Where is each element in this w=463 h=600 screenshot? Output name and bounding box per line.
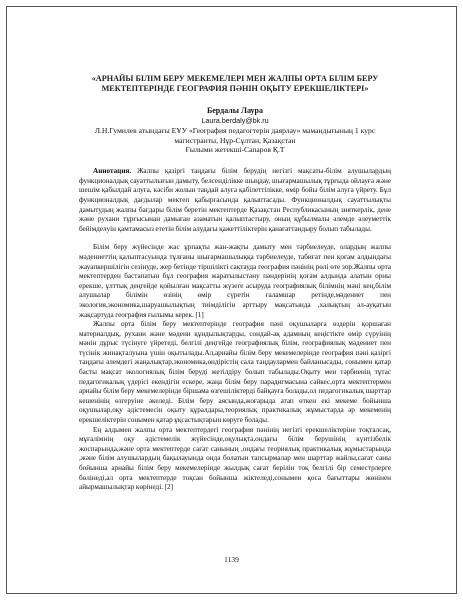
section-gap [79, 234, 391, 243]
author-name: Бердалы Лаура [206, 106, 264, 115]
title-line-1: «АРНАЙЫ БІЛІМ БЕРУ МЕКЕМЕЛЕРІ МЕН ЖАЛПЫ ОРТА БІЛІМ БЕРУ [91, 74, 379, 83]
author-block [79, 116, 391, 155]
page-number: 1139 [224, 555, 239, 564]
title-line-2: МЕКТЕПТЕРІНДЕ ГЕОГРАФИЯ ПӘНІН ОҚЫТУ ЕРЕКШЕЛІКТЕРІ» [101, 84, 369, 93]
supervisor: Ғылыми жетекші-Сапаров Қ.Т [185, 145, 285, 155]
author-affiliation-line-2: магистранты, Нұр-Сұлтан, Қазақстан [174, 135, 296, 145]
body-paragraph-3: Ең алдымен жалпы орта мектептердегі география пәнінің негізгі ерекшеліктеріне тоқталсақ, мұғалімнің оқу әдістемелік жүйесінде,оқулықта,ондағы білім берушінің күнтізбелік жоспарында,және орта мектептерде сағат санының ,ондағы теориялық практикалық жұмыстарында ,және білім алушылардың бақылауында онда болатын тапсырмалар мен шарттар жайлы,сағат саны бойынша арнайы білім беру мекемелерінде жылдық сағат берілін тоқ белгілі бір семестрлерге бөлінеді,ал орта мектептерде тоқсан бойынша жіктеледі,сонымен қоса бағыттары жөнінен айырмашылықтар көрінеді. [2] [79, 425, 391, 492]
article-title [79, 74, 391, 94]
abstract [79, 167, 391, 234]
author-email[interactable]: Laura.berdaly@bk.ru [201, 116, 269, 125]
article-content [79, 74, 391, 493]
body-paragraph-2: Жалпы орта білім беру мектептерінде география пәні оқушыларға өздерін қоршаған материалдық, рухани және мәдени құндылықтарды, сондай-ақ адамның кеңістікте өмір сүруінің мәнін дұрыс түсінуге үйретеді, белгілі деңгейде географиялық білім, географиялық мәдениет пен түсінік жинақталуына үшін оқытылады.Ал,арнайы білім беру мекемелерінде география пәні қазіргі таңдағы әлемдегі жаңалықтар,экономика,өндірістің сала таңдаулармен байланысады, сонымен қатар басты мақсат экологиялық білім беруді жетілдіру болып табылады.Оқыту мен тәрбиенің тұтас педагогикалық үдерісі екендігін ескере, жаңа білім беру парадигмасына сәйкес,орта мектептермен арнайы білім беру мекемелерінде біршама өзгешіліктерді байқауға болады,ол педагогикалық шарттар кешенінің өзгеруіне әкеледі. Білім беру аясында,жоғарыда атап өткен екі мекеме бойынша оқушылар,оқу әдістемесін оқыту құралдары,теориялық практикалық жұмыстарда әр мекеменің ерекшеліктерін сонымен қатар ұқсастықтарын көруге болады. [79, 320, 391, 425]
body-paragraph-1: Білім беру жүйесінде жас ұрпақты жан-жақты дамыту мен тәрбиелеуде, олардың жалпы мәдениеттің қалыптасуында тұлғаны шығармашылыққа тәрбиелеуде, табиғат пен қоғам алдындағы жауапкершілігін сезінуде, жер бетінде тіршілікті сақтауда география пәнінің рөлі өте зор.Жалпы орта мектептерден бастапатын бұл география жаратылыстану пәндерінің қоғам алдында алатын орны ерекше, ұлттық деңгейде қойылған мақсатты жүзеге асыруда географиялық білімнің мәні кең,білім алушылар білімін өзінің өмір сүретін ғаламшар ретінде,мәдениет пен экология,экономика,шаруашылықтың тиімділігін арттыру мақсатында ,халықтың әл-ауқатын жақсартуда география ғылымы керек. [1] [79, 243, 391, 319]
abstract-text: Жалпы қазіргі таңдағы білім берудің негізгі мақсаты-білім алушылардың функционалдық сауаттылығын дамыту, белсенділікке шыңдау, шығармашылық тұрғыда ойлауға және шешім қабылдай алуға, кәсіби жолын таңдай алуға қабілеттілікке, өмір бойы білім алуға үйрету. Бұл функционалдық дағдылар мектеп қабырғасында қалыптасады. Функционалдық сауаттылықты дамытудың жалпы бағдары білім беретін мектептерде Қазақстан Республикасының зияткерлік, дене және рухани тұрғысынан дамыған азаматын қалыптастыру, оның құбылмалы әлемде әлеуметтік бейімделуін қамтамасыз ететін білім алудағы қажеттіліктерін қанағаттандыру болып табылады. [79, 167, 391, 233]
abstract-label: Аннотация. [93, 167, 132, 176]
author-affiliation-line-1: Л.Н.Гумилев атындағы ЕҰУ «География педагогтерін даярлау» мамандығының 1 курс [94, 125, 376, 135]
